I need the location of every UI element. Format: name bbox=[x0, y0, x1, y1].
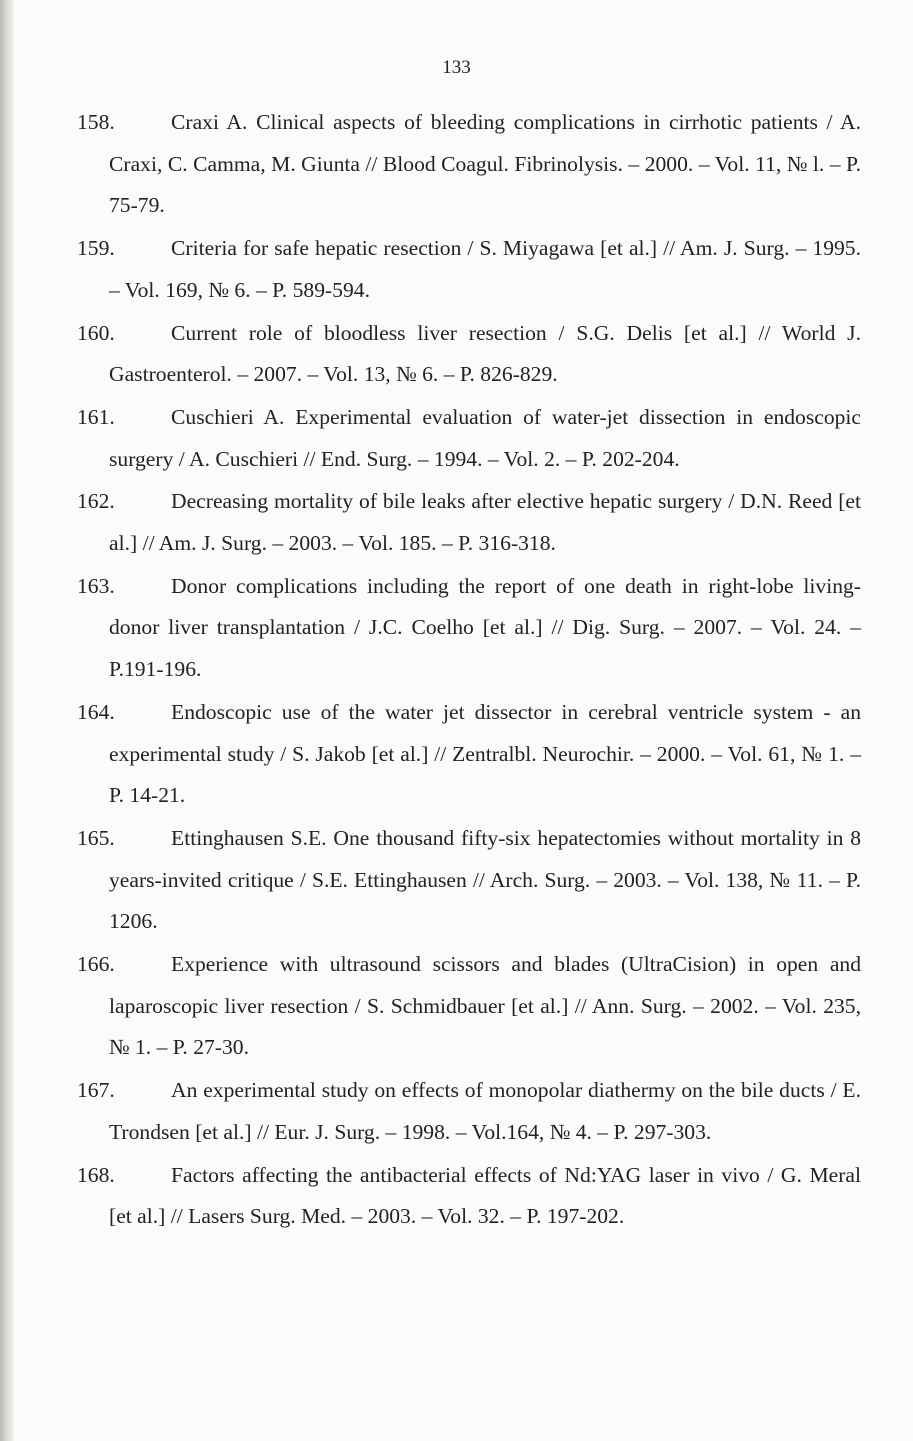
reference-number: 162. bbox=[77, 489, 115, 514]
reference-text: Endoscopic use of the water jet dissector in cerebral ventricle system - an experimental study / S. Jakob [et al.] // Zentralbl. Neurochir. – 2000. – Vol. 61, № 1. – P. 14-21. bbox=[109, 699, 861, 808]
reference-text: Factors affecting the antibacterial effects of Nd:YAG laser in vivo / G. Meral [et al.] // Lasers Surg. Med. – 2003. – Vol. 32. – P. 197-202. bbox=[109, 1162, 861, 1229]
reference-number: 168. bbox=[77, 1162, 115, 1187]
reference-text: Craxi A. Clinical aspects of bleeding complications in cirrhotic patients / A. Craxi, C. Camma, M. Giunta // Blood Coagul. Fibrinolysis. – 2000. – Vol. 11, № l. – P. 75-79. bbox=[109, 110, 861, 218]
reference-text: Decreasing mortality of bile leaks after elective hepatic surgery / D.N. Reed [et al.] // Am. J. Surg. – 2003. – Vol. 185. – P. 316-318. bbox=[109, 489, 861, 556]
reference-item bbox=[77, 818, 861, 943]
reference-text: Donor complications including the report of one death in right-lobe living-donor liver transplantation / J.C. Coelho [et al.] // Dig. Surg. – 2007. – Vol. 24. – P.191-196. bbox=[109, 573, 861, 682]
reference-item bbox=[77, 397, 861, 480]
reference-text: An experimental study on effects of monopolar diathermy on the bile ducts / E. Trondsen [et al.] // Eur. J. Surg. – 1998. – Vol.164, № 4. – P. 297-303. bbox=[109, 1078, 861, 1144]
reference-text: Cuschieri A. Experimental evaluation of water-jet dissection in endoscopic surgery / A. Cuschieri // End. Surg. – 1994. – Vol. 2. – P. 202-204. bbox=[109, 404, 861, 471]
reference-item bbox=[77, 228, 861, 311]
reference-item bbox=[77, 692, 861, 817]
page-number: 133 bbox=[442, 57, 471, 78]
reference-number: 160. bbox=[77, 320, 115, 345]
reference-text: Criteria for safe hepatic resection / S. Miyagawa [et al.] // Am. J. Surg. – 1995. – Vol. 169, № 6. – P. 589-594. bbox=[109, 236, 861, 302]
reference-item bbox=[77, 1070, 861, 1153]
reference-text: Experience with ultrasound scissors and blades (UltraCision) in open and laparoscopic liver resection / S. Schmidbauer [et al.] // Ann. Surg. – 2002. – Vol. 235, № 1. – P. 27-30. bbox=[109, 952, 861, 1060]
reference-number: 159. bbox=[77, 236, 115, 261]
reference-item bbox=[77, 102, 861, 227]
reference-item bbox=[77, 944, 861, 1069]
reference-list bbox=[77, 102, 861, 1239]
reference-number: 161. bbox=[77, 404, 115, 429]
reference-number: 163. bbox=[77, 573, 115, 598]
reference-item bbox=[77, 566, 861, 691]
reference-number: 164. bbox=[77, 699, 115, 724]
reference-text: Ettinghausen S.E. One thousand fifty-six hepatectomies without mortality in 8 years-invited critique / S.E. Ettinghausen // Arch. Surg. – 2003. – Vol. 138, № 11. – P. 1206. bbox=[109, 825, 861, 934]
scan-shadow-edge bbox=[0, 0, 14, 1441]
reference-text: Current role of bloodless liver resection / S.G. Delis [et al.] // World J. Gastroenterol. – 2007. – Vol. 13, № 6. – P. 826-829. bbox=[109, 320, 861, 387]
reference-number: 166. bbox=[77, 952, 115, 977]
reference-number: 167. bbox=[77, 1078, 115, 1103]
reference-item bbox=[77, 1155, 861, 1238]
reference-item bbox=[77, 313, 861, 396]
reference-number: 158. bbox=[77, 110, 115, 134]
reference-number: 165. bbox=[77, 825, 115, 850]
reference-item bbox=[77, 481, 861, 564]
